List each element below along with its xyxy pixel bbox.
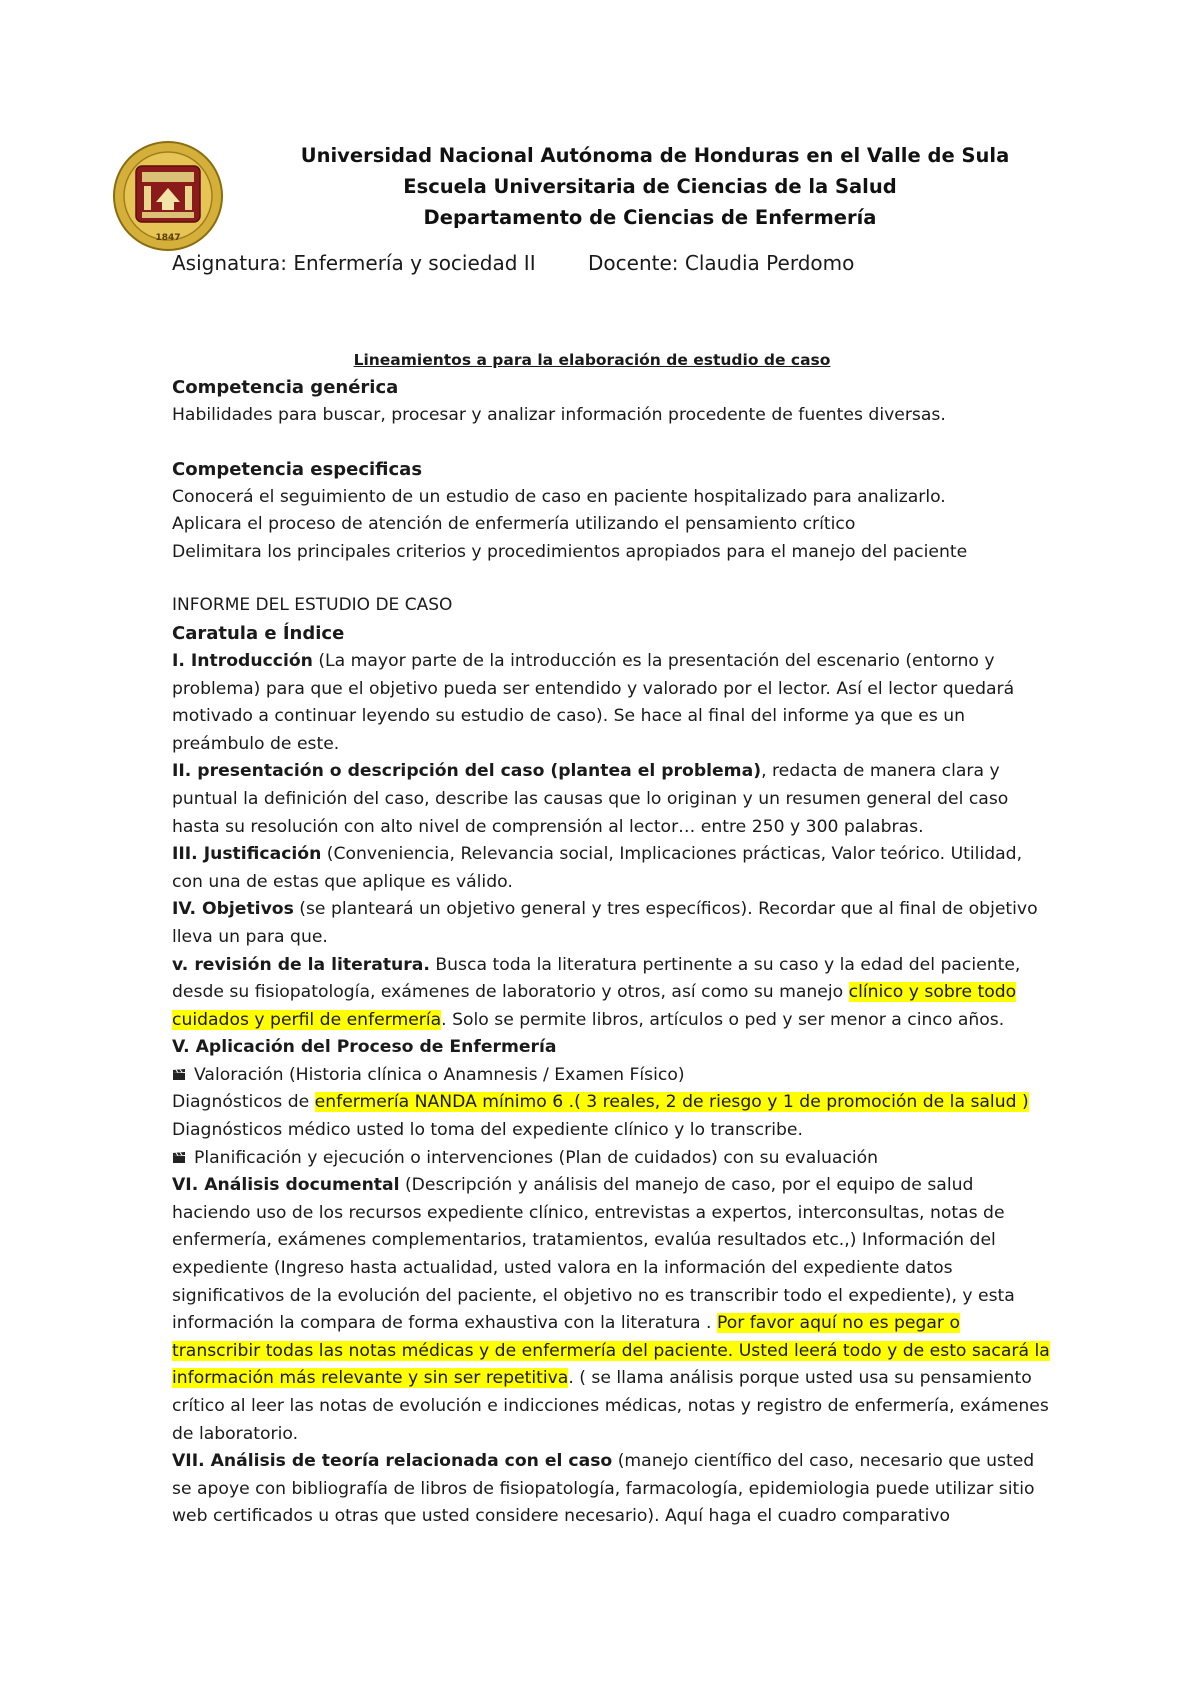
competencia-especificas-heading: Competencia especificas — [172, 458, 423, 480]
school-name: Escuela Universitaria de Ciencias de la Salud — [403, 175, 897, 198]
section-label: I. Introducción — [172, 650, 313, 671]
section-revision-literatura — [172, 952, 1052, 1035]
section-text: Diagnósticos médico usted lo toma del expediente clínico y lo transcribe. — [172, 1120, 803, 1141]
document-header — [230, 140, 1070, 233]
bullet-planificacion — [172, 1145, 1052, 1173]
document-body — [172, 348, 1052, 1531]
subject-row — [172, 248, 1072, 278]
section-label: II. presentación o descripción del caso (plantea el problema) — [172, 761, 762, 782]
diagnosticos-line — [172, 1089, 1052, 1144]
section-justificacion — [172, 841, 1052, 896]
document-title: Lineamientos a para la elaboración de estudio de caso — [353, 351, 831, 369]
highlighted-text: clínico y sobre todo cuidados y perfil de enfermería — [172, 982, 1017, 1030]
section-label: v. revisión de la literatura. — [172, 954, 430, 975]
competencia-item: Delimitara los principales criterios y procedimientos apropiados para el manejo del paciente — [172, 541, 968, 562]
section-text: (Conveniencia, Relevancia social, Implicaciones prácticas, Valor teórico. Utilidad, con una de estas que aplique es válido. — [172, 844, 1023, 892]
section-text: , redacta de manera clara y puntual la definición del caso, describe las causas que lo originan y un resumen general del caso hasta su resolución con alto nivel de comprensión al lector… entre 250 y 300 palabras. — [172, 761, 1009, 837]
section-label: VI. Análisis documental — [172, 1175, 400, 1196]
competencia-generica-text: Habilidades para buscar, procesar y analizar información procedente de fuentes diversas. — [172, 405, 946, 425]
section-text: (La mayor parte de la introducción es la presentación del escenario (entorno y problema) para que el objetivo pueda ser entendido y valorado por el lector. Así el lector quedará motivado a continuar leyendo su estudio de caso). Se hace al final del informe ya que es un preámbulo de este. — [172, 650, 1015, 754]
competencia-item: Conocerá el seguimiento de un estudio de caso en paciente hospitalizado para analizarlo. — [172, 486, 946, 507]
section-proceso-enfermeria — [172, 1034, 1052, 1062]
section-text: Busca toda la literatura pertinente a su caso y la edad del paciente, desde su fisiopatología, exámenes de laboratorio y otros, así como su manejo — [172, 954, 1021, 1003]
section-analisis-teoria — [172, 1448, 1052, 1531]
section-introduccion — [172, 648, 1052, 758]
section-presentacion — [172, 758, 1052, 841]
caratula-heading: Caratula e Índice — [172, 622, 345, 644]
section-objetivos — [172, 896, 1052, 951]
section-analisis-documental — [172, 1172, 1052, 1448]
clapperboard-bullet-icon — [172, 1146, 186, 1158]
svg-text:1847: 1847 — [155, 233, 181, 243]
bullet-valoracion — [172, 1062, 1052, 1090]
department-name: Departamento de Ciencias de Enfermería — [423, 206, 877, 229]
section-text: . Solo se permite libros, artículos o ped y ser menor a cinco años. — [441, 1009, 1005, 1030]
section-text: (Descripción y análisis del manejo de caso, por el equipo de salud haciendo uso de los recursos expediente clínico, entrevistas a expertos, interconsultas, notas de enfermería, exámenes complementarios, tratamientos, evalúa resultados etc.,) Información del expediente (Ingreso hasta actualidad, usted valora en la información del expediente datos significativos de la evolución del paciente, el objetivo no es transcribir todo el expediente), y esta información la compara de forma exhaustiva con la literatura . — [172, 1175, 1015, 1334]
bullet-text: Planificación y ejecución o intervenciones (Plan de cuidados) con su evaluación — [194, 1147, 879, 1168]
section-label: V. Aplicación del Proceso de Enfermería — [172, 1037, 557, 1058]
section-label: IV. Objetivos — [172, 899, 294, 920]
highlighted-text: enfermería NANDA mínimo 6 .( 3 reales, 2 de riesgo y 1 de promoción de la salud ) — [314, 1092, 1029, 1113]
bullet-text: Valoración (Historia clínica o Anamnesis / Examen Físico) — [194, 1064, 685, 1085]
university-name: Universidad Nacional Autónoma de Honduras en el Valle de Sula — [300, 144, 1010, 167]
section-label: VII. Análisis de teoría relacionada con el caso — [172, 1451, 613, 1472]
competencia-generica-heading: Competencia genérica — [172, 377, 399, 398]
section-label: III. Justificación — [172, 844, 322, 865]
highlighted-text: Por favor aquí no es pegar o transcribir todas las notas médicas y de enfermería del paciente. Usted leerá todo y de esto sacará la información más relevante y sin ser repetitiva — [172, 1313, 1050, 1389]
university-seal-logo — [112, 140, 224, 252]
section-text: Diagnósticos de — [172, 1092, 315, 1113]
section-text: (manejo científico del caso, necesario que usted se apoye con bibliografía de libros de fisiopatología, farmacología, epidemiologia puede utilizar sitio web certificados u otras que usted considere necesario). Aquí haga el cuadro comparativo — [172, 1451, 1035, 1527]
asignatura-label: Asignatura: Enfermería y sociedad II — [172, 251, 536, 275]
section-text: (se planteará un objetivo general y tres específicos). Recordar que al final de objetivo lleva un para que. — [172, 899, 1038, 947]
informe-label: INFORME DEL ESTUDIO DE CASO — [172, 595, 453, 616]
docente-label: Docente: Claudia Perdomo — [588, 251, 855, 275]
clapperboard-bullet-icon — [172, 1063, 186, 1075]
competencia-item: Aplicara el proceso de atención de enfermería utilizando el pensamiento crítico — [172, 514, 856, 535]
section-text: . ( se llama análisis porque usted usa su pensamiento crítico al leer las notas de evolución e indicciones médicas, notas y registro de enfermería, exámenes de laboratorio. — [172, 1368, 1049, 1444]
